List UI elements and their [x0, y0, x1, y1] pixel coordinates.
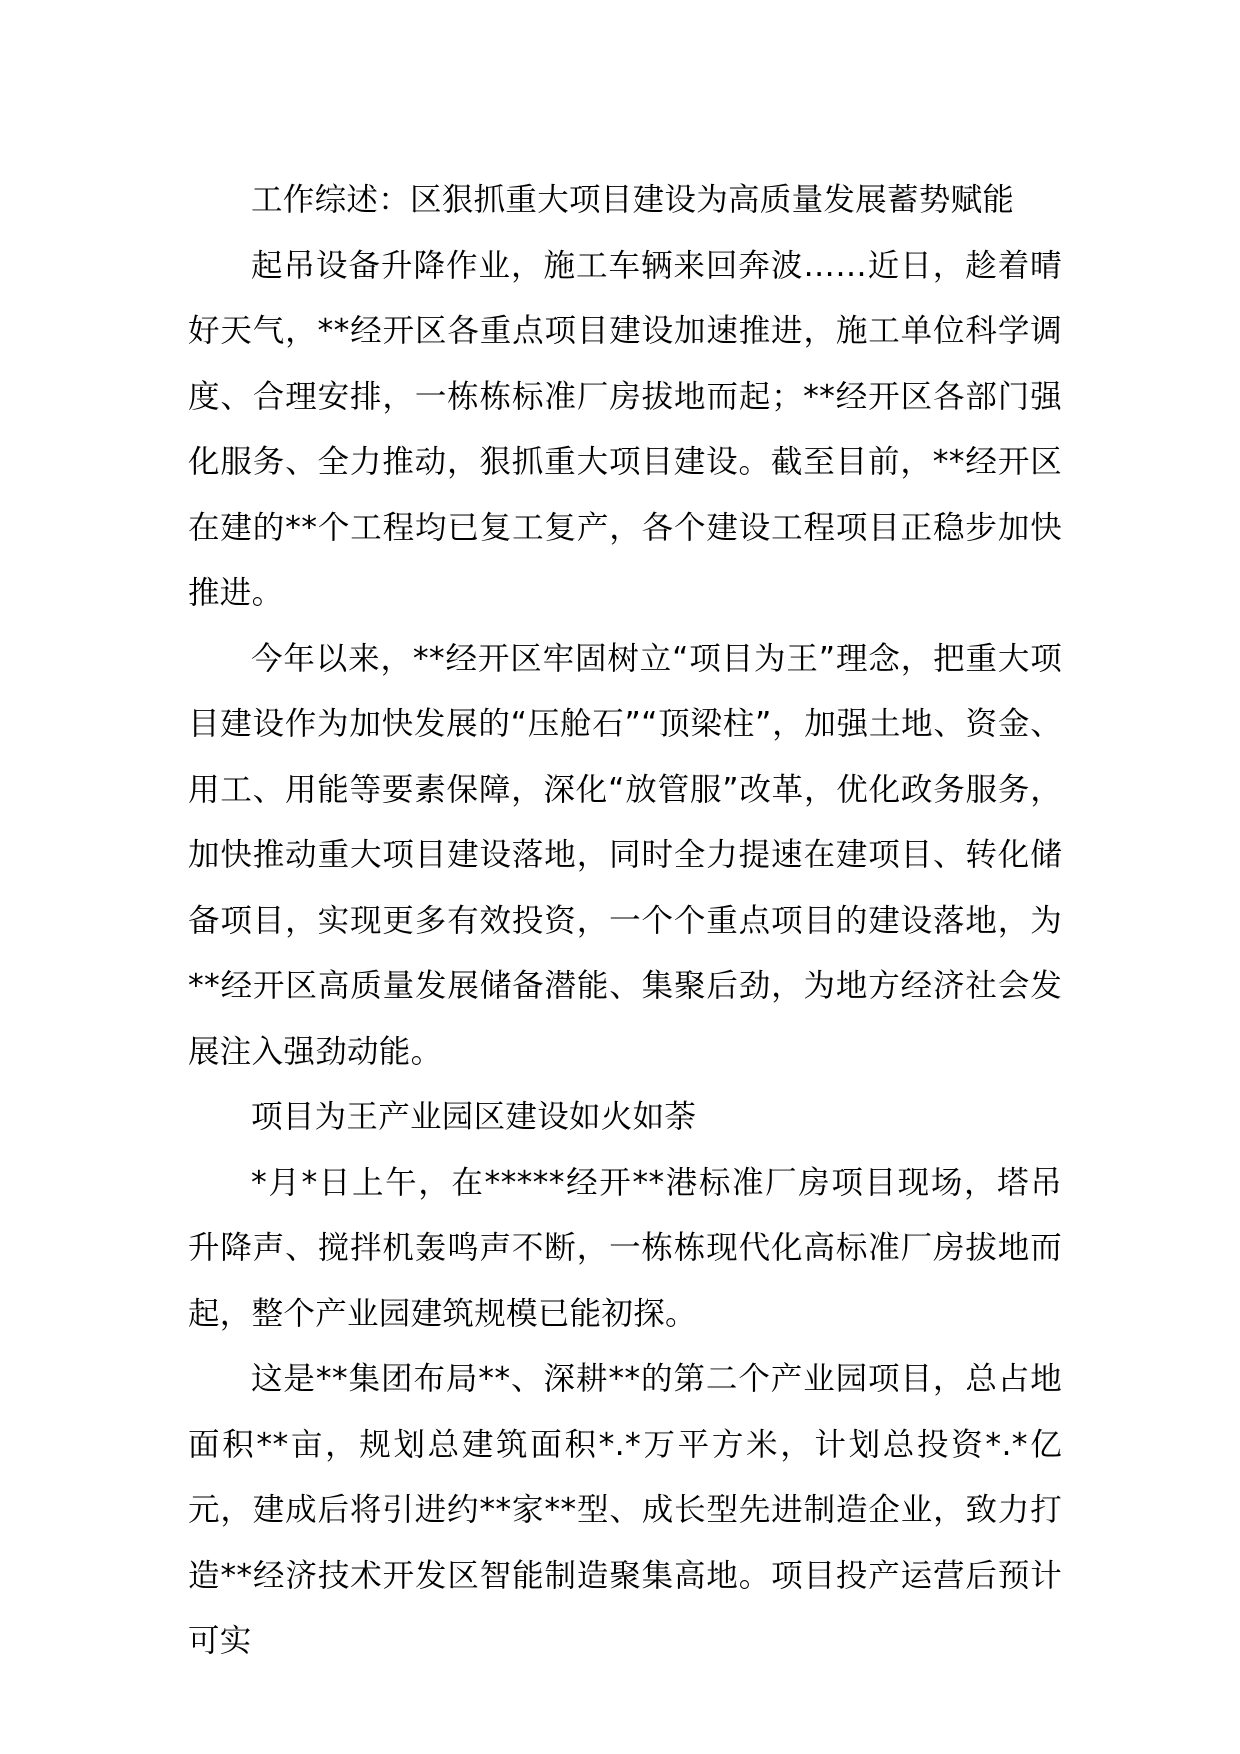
paragraph: *月*日上午，在*****经开**港标准厂房项目现场，塔吊升降声、搅拌机轰鸣声不断，一栋栋现代化高标准厂房拔地而起，整个产业园建筑规模已能初探。	[188, 1164, 1062, 1332]
document-body	[188, 168, 1062, 1675]
document-title: 工作综述：区狠抓重大项目建设为高质量发展蓄势赋能	[251, 182, 1015, 218]
paragraph: 这是**集团布局**、深耕**的第二个产业园项目，总占地面积**亩，规划总建筑面积*.*万平方米，计划总投资*.*亿元，建成后将引进约**家**型、成长型先进制造企业，致力打造**经济技术开发区智能制造聚集高地。项目投产运营后预计可实	[188, 1361, 1062, 1659]
paragraph: 起吊设备升降作业，施工车辆来回奔波……近日，趁着晴好天气，**经开区各重点项目建设加速推进，施工单位科学调度、合理安排，一栋栋标准厂房拔地而起；**经开区各部门强化服务、全力推动，狠抓重大项目建设。截至目前，**经开区在建的**个工程均已复工复产，各个建设工程项目正稳步加快推进。	[188, 247, 1062, 611]
paragraph: 今年以来，**经开区牢固树立“项目为王”理念，把重大项目建设作为加快发展的“压舱石”“顶梁柱”，加强土地、资金、用工、用能等要素保障，深化“放管服”改革，优化政务服务，加快推动重大项目建设落地，同时全力提速在建项目、转化储备项目，实现更多有效投资，一个个重点项目的建设落地，为**经开区高质量发展储备潜能、集聚后劲，为地方经济社会发展注入强劲动能。	[188, 640, 1062, 1070]
section-heading: 项目为王产业园区建设如火如荼	[251, 1099, 697, 1135]
